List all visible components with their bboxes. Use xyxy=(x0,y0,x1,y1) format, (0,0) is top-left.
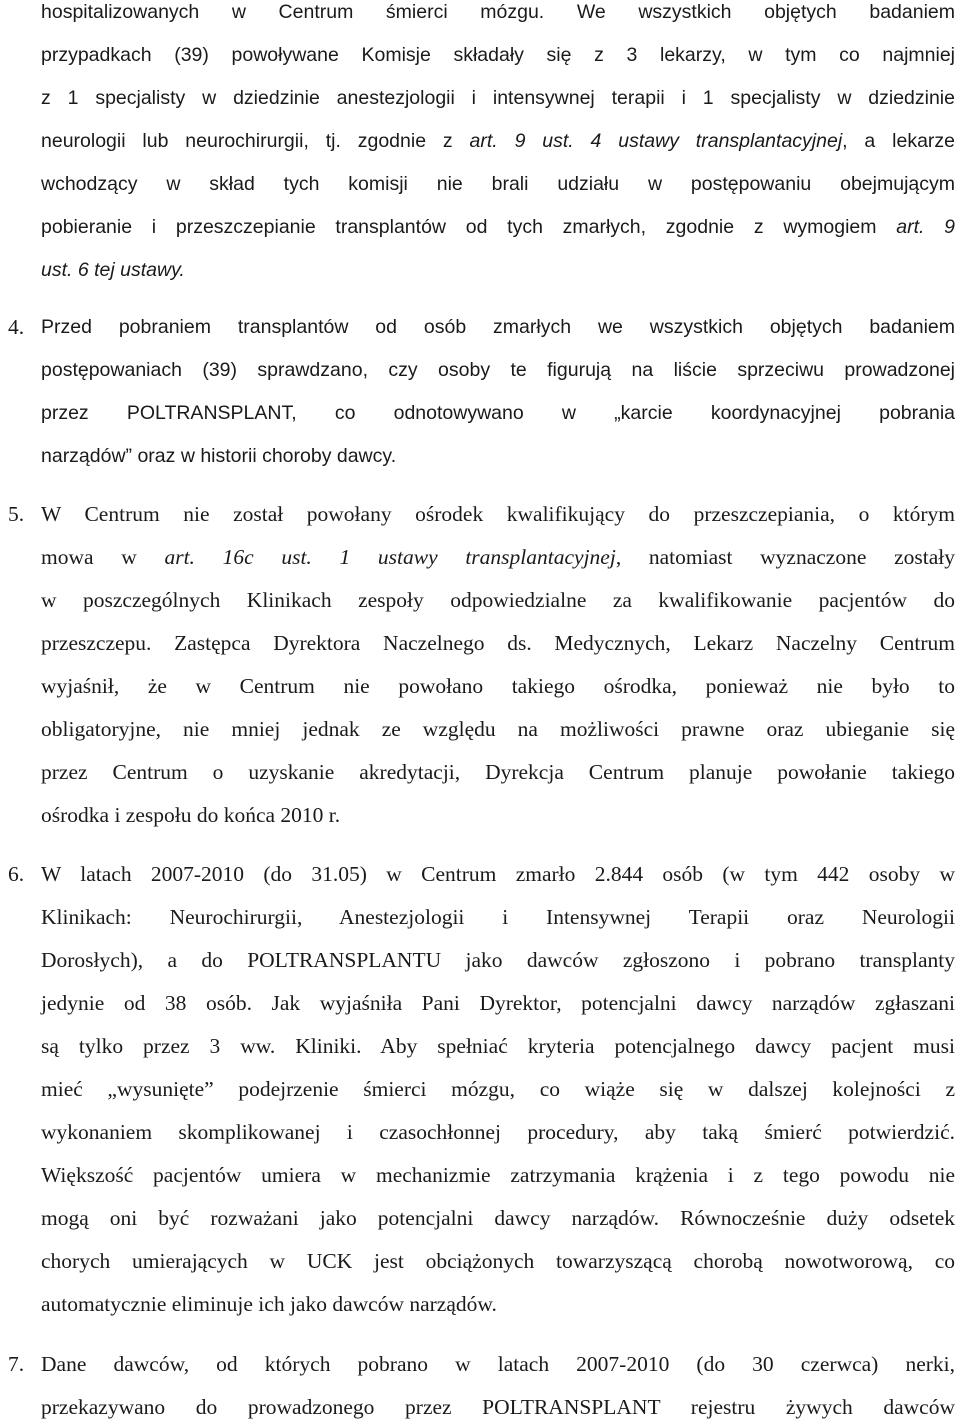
body-text: , natomiast wyznaczone zostały xyxy=(615,545,955,569)
legal-reference-text: art. 9 ust. 4 ustawy transplantacyjnej xyxy=(469,130,843,152)
text-line xyxy=(41,942,955,978)
text-line xyxy=(41,123,955,159)
text-line xyxy=(41,1028,955,1064)
text-line xyxy=(41,899,955,935)
body-text: mowa w xyxy=(41,545,165,569)
body-text: pobieranie i przeszczepianie transplantów od tych zmarłych, zgodnie z wymogiem xyxy=(41,216,897,238)
text-line xyxy=(41,985,955,1021)
body-text: jedynie od 38 osób. Jak wyjaśniła Pani Dyrektor, potencjalni dawcy narządów zgłaszani xyxy=(41,991,955,1015)
body-text: mieć „wysunięte” podejrzenie śmierci mózgu, co wiąże się w dalszej kolejności z xyxy=(41,1077,955,1101)
text-line xyxy=(41,1200,955,1236)
body-text: W Centrum nie został powołany ośrodek kwalifikujący do przeszczepiania, o którym xyxy=(41,502,955,526)
body-text: przypadkach (39) powoływane Komisje składały się z 3 lekarzy, w tym co najmniej xyxy=(41,44,955,66)
text-line xyxy=(41,1157,955,1193)
body-text: Większość pacjentów umiera w mechanizmie zatrzymania krążenia i z tego powodu nie xyxy=(41,1163,955,1187)
text-line xyxy=(41,209,955,245)
body-text: W latach 2007-2010 (do 31.05) w Centrum zmarło 2.844 osób (w tym 442 osoby w xyxy=(41,862,955,886)
body-text: wykonaniem skomplikowanej i czasochłonnej procedury, aby taką śmierć potwierdzić. xyxy=(41,1120,955,1144)
text-line xyxy=(41,582,955,618)
text-line xyxy=(41,1243,955,1279)
body-text: narządów” oraz w historii choroby dawcy. xyxy=(41,445,397,467)
text-line xyxy=(41,0,955,30)
body-text: neurologii lub neurochirurgii, tj. zgodnie z xyxy=(41,130,470,152)
body-text: Klinikach: Neurochirurgii, Anestezjologii i Intensywnej Terapii oraz Neurologii xyxy=(41,905,955,929)
text-line xyxy=(41,797,955,833)
body-text: chorych umierających w UCK jest obciążonych towarzyszącą chorobą nowotworową, co xyxy=(41,1249,955,1273)
text-line xyxy=(41,438,955,474)
paragraph-number: 6. xyxy=(8,862,25,886)
text-line xyxy=(41,252,955,288)
text-line xyxy=(41,625,955,661)
text-line xyxy=(41,1286,955,1322)
text-line xyxy=(41,1346,955,1382)
body-text: hospitalizowanych w Centrum śmierci mózgu. We wszystkich objętych badaniem xyxy=(41,1,955,23)
paragraph-number: 5. xyxy=(8,502,25,526)
paragraph-number: 4. xyxy=(8,315,25,339)
text-line xyxy=(41,1114,955,1150)
paragraph-number: 7. xyxy=(8,1352,25,1376)
body-text: obligatoryjne, nie mniej jednak ze względu na możliwości prawne oraz ubieganie się xyxy=(41,717,955,741)
text-line xyxy=(41,754,955,790)
body-text: Dane dawców, od których pobrano w latach 2007-2010 (do 30 czerwca) nerki, xyxy=(41,1352,955,1376)
body-text: wchodzący w skład tych komisji nie brali udziału w postępowaniu obejmującym xyxy=(41,173,955,195)
body-text: z 1 specjalisty w dziedzinie anestezjologii i intensywnej terapii i 1 specjalisty w dziedzinie xyxy=(41,87,955,109)
body-text: przeszczepu. Zastępca Dyrektora Naczelnego ds. Medycznych, Lekarz Naczelny Centrum xyxy=(41,631,955,655)
body-text: mogą oni być rozważani jako potencjalni dawcy narządów. Równocześnie duży odsetek xyxy=(41,1206,955,1230)
text-line xyxy=(41,37,955,73)
text-line xyxy=(41,80,955,116)
body-text: Przed pobraniem transplantów od osób zmarłych we wszystkich objętych badaniem xyxy=(41,316,955,338)
text-line xyxy=(41,395,955,431)
text-line xyxy=(41,856,955,892)
text-line xyxy=(41,166,955,202)
body-text: przez Centrum o uzyskanie akredytacji, Dyrekcja Centrum planuje powołanie takiego xyxy=(41,760,955,784)
text-line xyxy=(41,539,955,575)
body-text: postępowaniach (39) sprawdzano, czy osoby te figurują na liście sprzeciwu prowadzonej xyxy=(41,359,955,381)
legal-reference-text: art. 16c ust. 1 ustawy transplantacyjnej xyxy=(164,545,616,569)
text-line xyxy=(41,496,955,532)
text-line xyxy=(41,711,955,747)
text-line xyxy=(41,309,955,345)
body-text: Dorosłych), a do POLTRANSPLANTU jako dawców zgłoszono i pobrano transplanty xyxy=(41,948,955,972)
body-text: w poszczególnych Klinikach zespoły odpowiedzialne za kwalifikowanie pacjentów do xyxy=(41,588,955,612)
legal-reference-text: art. 9 xyxy=(896,216,956,238)
text-line xyxy=(41,1389,955,1424)
body-text: , a lekarze xyxy=(842,130,955,152)
legal-reference-text: ust. 6 tej ustawy. xyxy=(41,259,185,281)
text-line xyxy=(41,1071,955,1107)
text-line xyxy=(41,352,955,388)
body-text: przekazywano do prowadzonego przez POLTRANSPLANT rejestru żywych dawców xyxy=(41,1395,955,1419)
text-line xyxy=(41,668,955,704)
body-text: automatycznie eliminuje ich jako dawców narządów. xyxy=(41,1292,497,1316)
body-text: przez POLTRANSPLANT, co odnotowywano w „karcie koordynacyjnej pobrania xyxy=(41,402,955,424)
body-text: wyjaśnił, że w Centrum nie powołano takiego ośrodka, ponieważ nie było to xyxy=(41,674,955,698)
body-text: są tylko przez 3 ww. Kliniki. Aby spełniać kryteria potencjalnego dawcy pacjent musi xyxy=(41,1034,955,1058)
body-text: ośrodka i zespołu do końca 2010 r. xyxy=(41,803,341,827)
